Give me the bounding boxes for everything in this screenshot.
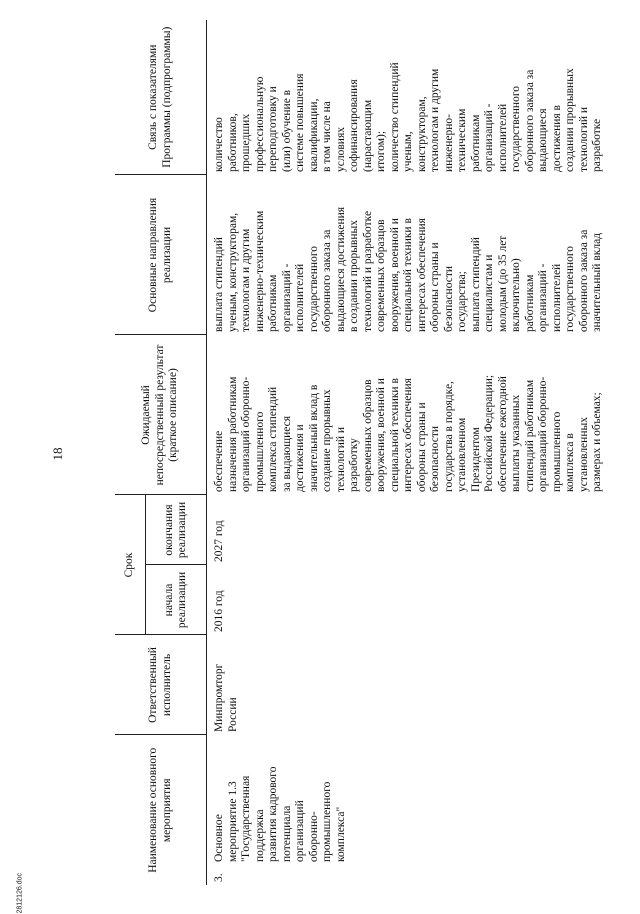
text-line: ученым, <box>402 131 414 172</box>
header-directions: Основные направления реализации <box>115 175 207 335</box>
text-line: "Государственная <box>240 775 252 862</box>
text-line: Российской Федерации; <box>483 374 495 492</box>
name-text <box>213 767 348 862</box>
text-line: интересах обеспечения <box>402 378 414 492</box>
text-line: обеспечение <box>213 430 225 492</box>
text-line: оборонно- <box>307 811 320 862</box>
text-line: инженерно-техническим <box>253 210 266 332</box>
header-term: Срок <box>115 495 146 635</box>
text-line: стипендий работникам <box>523 379 536 492</box>
text-line: организаций - <box>280 263 293 332</box>
text-line: оборонного заказа за <box>523 69 536 172</box>
text-line: оборонного заказа за <box>321 229 333 332</box>
text-line: количество стипендий <box>388 62 401 172</box>
header-responsible: Ответственный исполнитель <box>115 635 207 735</box>
text-line: инженерно- <box>442 114 455 172</box>
text-line: ученым, конструкторам, <box>226 212 239 332</box>
text-line: прошедших <box>240 113 252 172</box>
text-line: в создании прорывных <box>348 220 360 332</box>
text-line: значительный вклад <box>591 232 603 332</box>
cell-responsible <box>207 635 606 735</box>
text-line: обороны страны и <box>415 402 428 492</box>
text-line: современных образцов <box>375 219 387 332</box>
text-line: условиях <box>334 127 347 172</box>
text-line: технологий и <box>334 426 347 492</box>
footer-filename: 2812126.doc <box>16 873 24 914</box>
text-line: разработке <box>591 118 603 172</box>
text-line: России <box>226 697 239 732</box>
text-line: специальной техники в <box>402 218 414 332</box>
text-line: исполнителей <box>496 103 509 172</box>
header-term-start: начала реализации <box>146 565 207 635</box>
cell-end: 2027 год <box>207 495 606 565</box>
text-line: создании прорывных <box>564 68 576 172</box>
text-line: назначения работникам <box>226 376 239 492</box>
text-line: государственного <box>307 245 320 332</box>
cell-name <box>207 735 606 885</box>
text-line: выплаты указанных <box>510 394 522 492</box>
text-line: специалистам и <box>483 254 495 332</box>
text-line: исполнителей <box>550 263 563 332</box>
text-line: техническим <box>456 108 468 172</box>
text-line: квалификации, <box>307 98 320 172</box>
text-line: комплекса" <box>334 806 347 862</box>
text-line: работникам <box>267 274 279 332</box>
text-line: развития кадрового <box>267 766 279 862</box>
table-container <box>115 20 630 885</box>
text-line: выплата стипендий <box>469 237 482 332</box>
text-line: (или) обучение в <box>280 89 293 172</box>
text-line: промышленного <box>550 411 563 492</box>
text-line: технологий и разработке <box>361 210 374 332</box>
text-line: вооружения, военной и <box>375 378 387 492</box>
text-line: безопасности <box>429 425 441 492</box>
text-line: установленных <box>577 417 590 492</box>
cell-expected-result <box>207 335 606 495</box>
header-expected-result: Ожидаемый непосредственный результат (краткое описание) <box>115 335 207 495</box>
header-term-end: окончания реализации <box>146 495 207 565</box>
text-line: размерах и объемах; <box>591 392 603 492</box>
text-line: софинансирования <box>348 79 360 172</box>
text-line: (нарастающим <box>361 99 374 172</box>
text-line: организаций <box>294 800 306 862</box>
text-line: Президентом <box>469 427 482 492</box>
table-row <box>207 20 606 885</box>
text-line: мероприятие 1.3 <box>226 781 239 862</box>
text-line: специальной техники в <box>388 378 401 492</box>
text-line: переподготовку и <box>267 86 279 172</box>
text-line: итогом); <box>375 130 387 172</box>
text-line: государственного <box>510 85 522 172</box>
text-line: молодым (до 35 лет <box>496 235 509 332</box>
cell-links <box>207 20 606 175</box>
text-line: государственного <box>564 245 576 332</box>
text-line: системе повышения <box>294 73 306 172</box>
text-line: вооружения, военной и <box>388 218 401 332</box>
text-line: достижения в <box>550 105 563 172</box>
text-line: конструкторам, <box>415 96 428 172</box>
text-line: организаций оборонно- <box>240 376 252 492</box>
text-line: государства в порядке, <box>442 381 455 492</box>
page-number: 18 <box>50 447 65 461</box>
text-line: интересах обеспечения <box>415 218 428 332</box>
text-line: технологам и другим <box>240 228 252 332</box>
text-line: установленном <box>456 417 468 492</box>
text-line: Минпромторг <box>213 663 225 732</box>
text-line: промышленного <box>253 411 266 492</box>
text-line: выдающиеся достижения <box>334 206 347 332</box>
text-line: комплекса в <box>564 433 576 492</box>
text-line: создание прорывных <box>321 389 333 492</box>
cell-start: 2016 год <box>207 565 606 635</box>
row-number: 3. <box>213 873 225 882</box>
text-line: комплекса стипендий <box>267 386 279 492</box>
text-line: включительно) <box>510 258 522 332</box>
text-line: организаций - <box>483 103 495 172</box>
text-line: работников, <box>226 113 239 172</box>
text-line: оборонного заказа за <box>577 229 590 332</box>
header-name: Наименование основного мероприятия <box>115 735 207 885</box>
text-line: потенциала <box>280 805 293 862</box>
text-line: в том числе на <box>321 101 333 172</box>
text-line: достижения и <box>294 424 306 492</box>
text-line: технологий и <box>577 106 590 172</box>
text-line: обеспечение ежегодной <box>496 376 509 492</box>
text-line: разработку <box>348 438 360 492</box>
text-line: выплата стипендий <box>213 237 225 332</box>
text-line: безопасности <box>442 265 455 332</box>
text-line: современных образцов <box>361 379 374 492</box>
text-line: организаций - <box>537 263 549 332</box>
header-links: Связь с показателями Программы (подпрограммы) <box>147 26 173 168</box>
text-line: поддержка <box>253 809 266 862</box>
text-line: промышленного <box>321 781 333 862</box>
text-line: выдающиеся <box>537 108 549 172</box>
text-line: количество <box>213 117 225 172</box>
measures-table <box>115 20 606 885</box>
text-line: государства; <box>456 271 468 332</box>
text-line: Основное <box>213 814 225 862</box>
text-line: работникам <box>469 114 482 172</box>
text-line: за выдающиеся <box>280 415 293 492</box>
cell-directions <box>207 175 606 335</box>
text-line: исполнителей <box>294 263 306 332</box>
text-line: работникам <box>523 274 536 332</box>
text-line: обороны страны и <box>429 242 441 332</box>
text-line: организаций оборонно- <box>537 376 549 492</box>
text-line: технологам и другим <box>429 68 441 172</box>
text-line: профессиональную <box>253 76 266 172</box>
text-line: значительный вклад в <box>307 384 320 492</box>
